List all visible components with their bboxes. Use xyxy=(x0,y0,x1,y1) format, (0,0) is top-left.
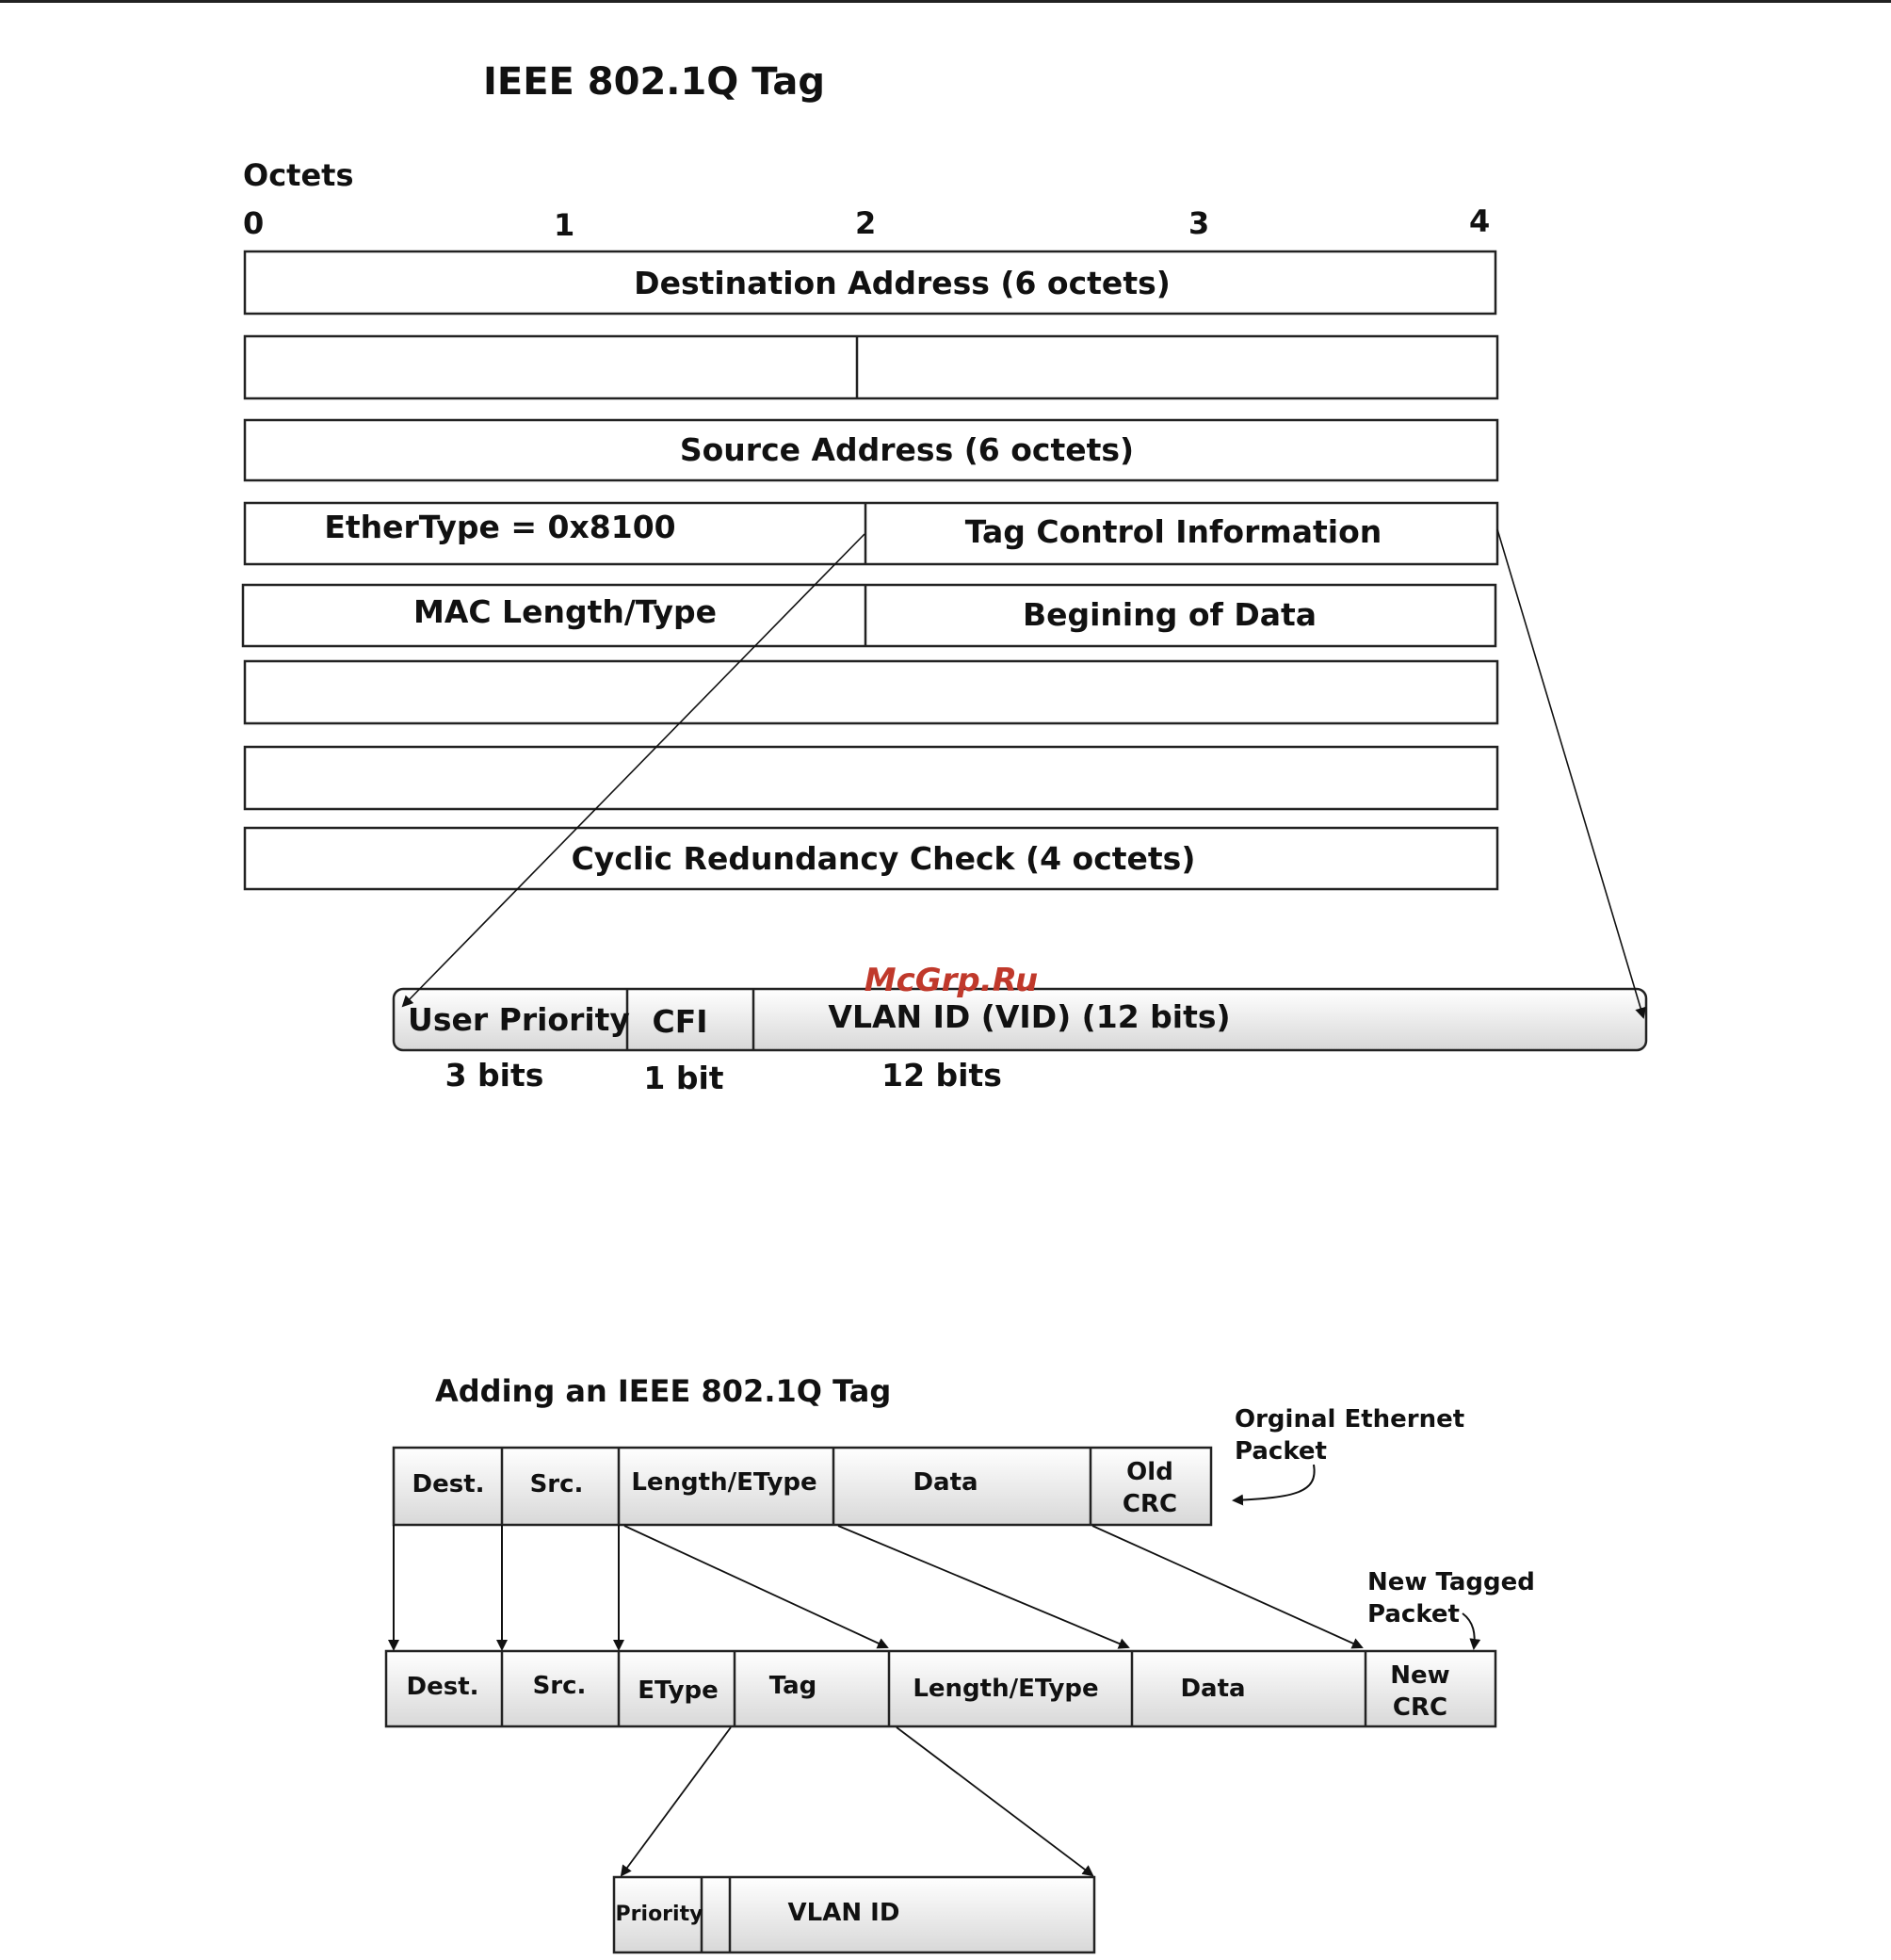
octet-number-3: 3 xyxy=(1188,205,1210,241)
tagged-etype: EType xyxy=(638,1677,719,1705)
frame-boxes xyxy=(243,251,1497,889)
octets-label: Octets xyxy=(243,157,354,193)
tagged-src: Src. xyxy=(532,1672,587,1700)
tagged-new-crc-line1: New xyxy=(1390,1661,1450,1690)
ethertype-label: EtherType = 0x8100 xyxy=(324,509,676,545)
orig-length-etype: Length/EType xyxy=(631,1468,817,1497)
expand-arrow-right xyxy=(1497,529,1643,1017)
new-note-line2: Packet xyxy=(1367,1600,1460,1628)
user-priority-size: 3 bits xyxy=(444,1057,544,1093)
begining-of-data-label: Begining of Data xyxy=(1022,596,1317,633)
octet-number-4: 4 xyxy=(1469,203,1491,239)
source-address-label: Source Address (6 octets) xyxy=(679,431,1135,468)
new-note-line1: New Tagged xyxy=(1367,1568,1535,1596)
box-addr-split xyxy=(245,336,1497,398)
user-priority-label: User Priority xyxy=(408,1001,630,1038)
tci-label: Tag Control Information xyxy=(964,513,1382,550)
octet-number-1: 1 xyxy=(554,207,575,243)
tag-expand-arrows xyxy=(622,1727,1092,1875)
original-note-line2: Packet xyxy=(1235,1437,1327,1466)
tagged-length-etype: Length/EType xyxy=(913,1675,1099,1703)
destination-address-label: Destination Address (6 octets) xyxy=(634,265,1171,301)
adding-title: Adding an IEEE 802.1Q Tag xyxy=(435,1373,892,1409)
tagged-dest: Dest. xyxy=(406,1673,479,1701)
orig-old-crc-line1: Old xyxy=(1126,1458,1173,1486)
crc-label: Cyclic Redundancy Check (4 octets) xyxy=(571,840,1196,877)
cfi-label: CFI xyxy=(652,1003,708,1040)
tag-detail-vlan-id: VLAN ID xyxy=(787,1899,900,1927)
drop-arrows xyxy=(394,1525,619,1649)
tagged-data: Data xyxy=(1180,1675,1246,1703)
orig-dest: Dest. xyxy=(412,1470,485,1498)
orig-data: Data xyxy=(913,1468,978,1497)
orig-src: Src. xyxy=(529,1470,584,1498)
box-empty-2 xyxy=(245,747,1497,809)
octet-number-0: 0 xyxy=(243,205,265,241)
diagram-title: IEEE 802.1Q Tag xyxy=(483,60,825,104)
vlan-id-size: 12 bits xyxy=(881,1057,1002,1093)
octet-number-2: 2 xyxy=(855,205,877,241)
mac-length-type-label: MAC Length/Type xyxy=(412,593,718,630)
original-note-arrow xyxy=(1234,1465,1315,1500)
vlan-id-label: VLAN ID (VID) (12 bits) xyxy=(828,998,1231,1035)
cfi-size: 1 bit xyxy=(643,1060,724,1096)
watermark: McGrp.Ru xyxy=(864,962,1039,999)
orig-old-crc-line2: CRC xyxy=(1122,1490,1178,1518)
box-empty-1 xyxy=(245,661,1497,723)
tagged-new-crc-line2: CRC xyxy=(1392,1693,1448,1722)
shift-arrows xyxy=(624,1526,1362,1647)
tagged-tag: Tag xyxy=(768,1672,817,1700)
new-note-arrow xyxy=(1463,1613,1475,1648)
tag-detail-priority: Priority xyxy=(615,1903,703,1926)
original-note-line1: Orginal Ethernet xyxy=(1235,1405,1465,1434)
